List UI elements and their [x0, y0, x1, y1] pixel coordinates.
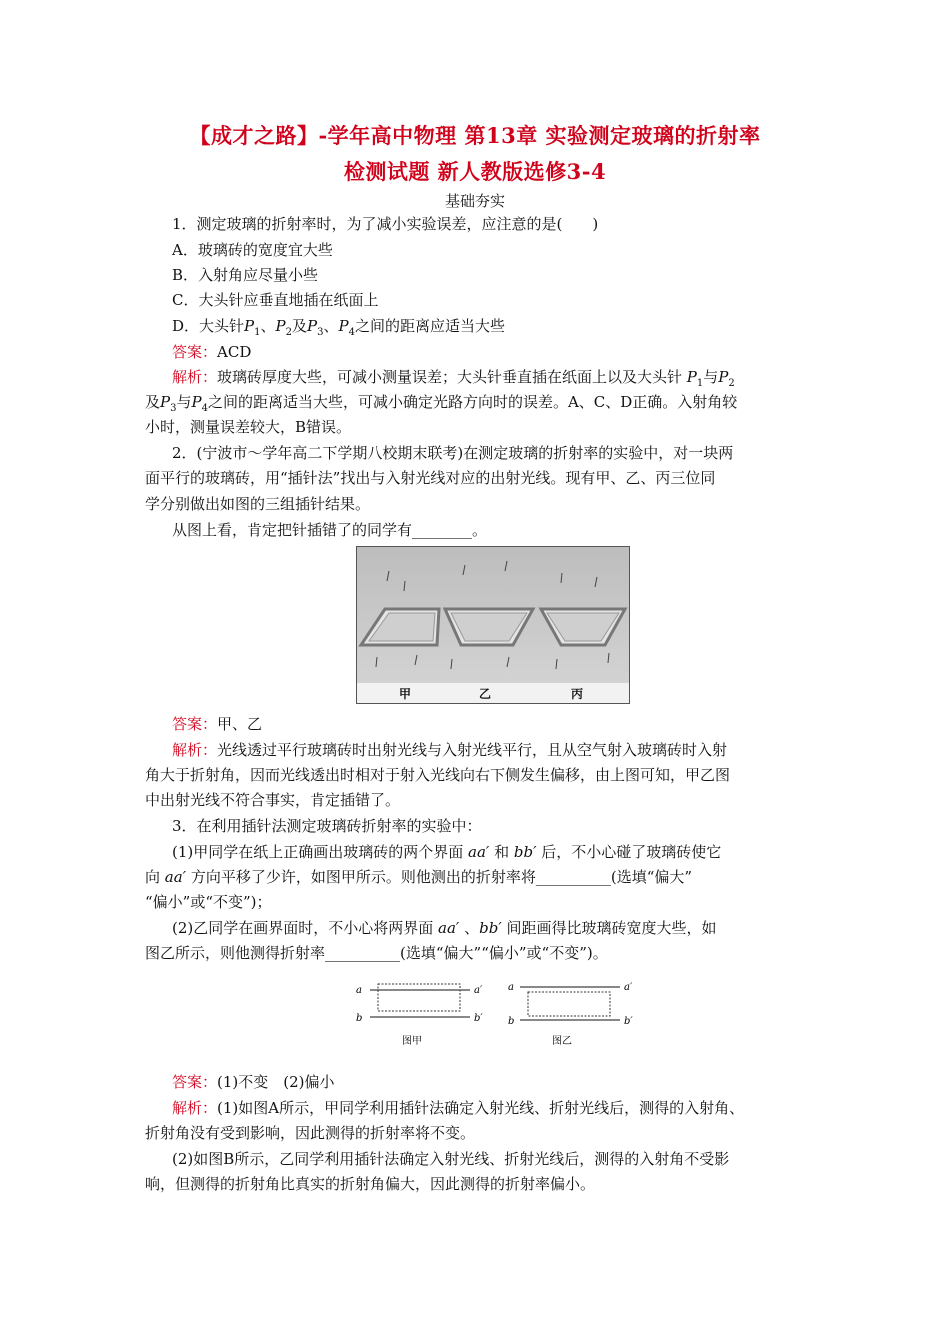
label-b-jia: b [356, 1013, 363, 1024]
caption-yi: 图乙 [552, 1036, 572, 1047]
diagram-yi [508, 982, 633, 1047]
q3-stem: 3．在利用插针法测定玻璃砖折射率的实验中： [172, 817, 482, 835]
q3-part1-line3: “偏小”或“不变”)； [145, 893, 272, 911]
interface-diagrams [350, 978, 640, 1050]
q2-stem-line3: 学分别做出如图的三组插针结果。 [145, 495, 371, 513]
diagram-jia [356, 984, 483, 1047]
q3-answer: 答案：(1)不变 (2)偏小 [172, 1073, 335, 1091]
q1-option-b: B．入射角应尽量小些 [172, 266, 319, 284]
q2-answer: 答案：甲、乙 [172, 715, 263, 733]
q3-part2-line1: (2)乙同学在画界面时，不小心将两界面 aa′ 、bb′ 间距画得比玻璃砖宽度大些，如 [172, 919, 717, 937]
caption-jia: 图甲 [402, 1036, 422, 1047]
fig-label-yi: 乙 [479, 687, 492, 701]
label-b-yi: b [508, 1016, 515, 1027]
q2-analysis-line2: 角大于折射角，因而光线透出时相对于射入光线向右下侧发生偏移，由上图可知，甲乙图 [145, 766, 731, 784]
q1-answer: 答案：ACD [172, 343, 252, 361]
q1-option-c: C．大头针应垂直地插在纸面上 [172, 291, 379, 309]
q3-analysis-line4: 响，但测得的折射角比真实的折射角偏大，因此测得的折射率偏小。 [145, 1175, 596, 1193]
q2-stem-line4: 从图上看，肯定把针插错了的同学有________。 [172, 521, 488, 539]
document-title-line1: 【成才之路】-学年高中物理 第13章 实验测定玻璃的折射率 [189, 123, 761, 148]
q2-analysis-line3: 中出射光线不符合事实，肯定插错了。 [145, 791, 401, 809]
label-a-prime-jia: a′ [474, 985, 483, 996]
q3-part1-line1: (1)甲同学在纸上正确画出玻璃砖的两个界面 aa′ 和 bb′ 后，不小心碰了玻璃砖使它 [172, 843, 722, 861]
fig-label-bing: 丙 [571, 687, 584, 701]
section-heading: 基础夯实 [444, 192, 505, 210]
glass-brick-photo [356, 546, 630, 704]
document-title-line2: 检测试题 新人教版选修3-4 [343, 159, 607, 184]
label-b-prime-jia: b′ [474, 1013, 483, 1024]
q3-analysis-line2: 折射角没有受到影响，因此测得的折射率将不变。 [145, 1124, 476, 1142]
q2-analysis-line1: 解析：光线透过平行玻璃砖时出射光线与入射光线平行，且从空气射入玻璃砖时入射 [172, 741, 728, 759]
q3-analysis-line3: (2)如图B所示，乙同学利用插针法确定入射光线、折射光线后，测得的入射角不受影 [172, 1150, 730, 1168]
label-a-yi: a [508, 982, 514, 993]
fig-label-jia: 甲 [399, 687, 412, 701]
q1-option-a: A．玻璃砖的宽度宜大些 [172, 241, 333, 259]
label-a-jia: a [356, 985, 362, 996]
q2-stem-line1: 2．(宁波市～学年高二下学期八校期末联考)在测定玻璃的折射率的实验中，对一块两 [172, 444, 734, 462]
q3-analysis-line1: 解析：(1)如图A所示，甲同学利用插针法确定入射光线、折射光线后，测得的入射角、 [172, 1099, 745, 1117]
label-a-prime-yi: a′ [624, 982, 633, 993]
q1-option-d: D．大头针$P_1$、$P_2$及$P_3$、$P_4$之间的距离应适当大些 [172, 317, 505, 338]
q1-stem: 1．测定玻璃的折射率时，为了减小实验误差，应注意的是( ) [172, 215, 599, 233]
q2-stem-line2: 面平行的玻璃砖，用“插针法”找出与入射光线对应的出射光线。现有甲、乙、丙三位同 [145, 469, 716, 487]
label-b-prime-yi: b′ [624, 1016, 633, 1027]
q1-analysis-line1: 解析：玻璃砖厚度大些，可减小测量误差；大头针垂直插在纸面上以及大头针 $P_1$与$P_2$ [172, 368, 735, 389]
q1-analysis-line3: 小时，测量误差较大，B错误。 [145, 418, 352, 436]
q3-part2-line2: 图乙所示，则他测得折射率__________(选填“偏大”“偏小”或“不变”)。 [145, 944, 608, 962]
q3-part1-line2: 向 aa′ 方向平移了少许，如图甲所示。则他测出的折射率将__________(选填“偏大” [145, 868, 693, 886]
q1-analysis-line2: 及$P_3$与$P_4$之间的距离适当大些，可减小确定光路方向时的误差。A、C、D正确。入射角较 [145, 393, 738, 414]
